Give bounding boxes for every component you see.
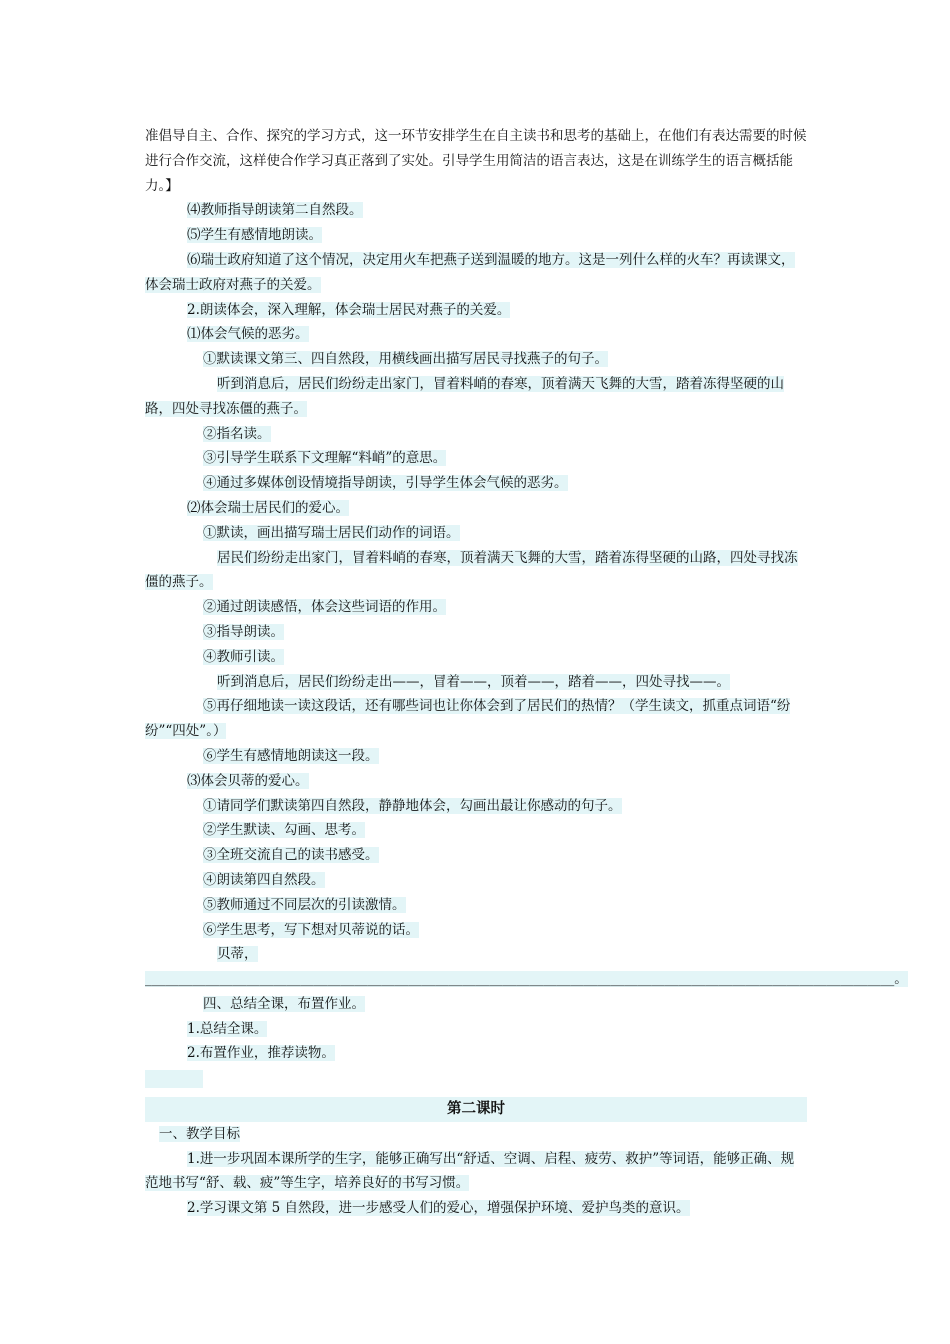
paragraph [145, 372, 807, 422]
paragraph [145, 422, 807, 447]
paragraph-text: 听到消息后，居民们纷纷走出家门，冒着料峭的春寒，顶着满天飞舞的大雪，踏着冻得坚硬的山路，四处寻找冻僵的燕子。 [145, 375, 784, 417]
paragraph-text: 听到消息后，居民们纷纷走出——，冒着——，顶着——，踏着——，四处寻找——。 [217, 673, 730, 690]
paragraph-text: ⑥学生有感情地朗读这一段。 [203, 747, 379, 764]
paragraph [145, 893, 807, 918]
paragraph-text: 2.朗读体会，深入理解，体会瑞士居民对燕子的关爱。 [187, 301, 511, 318]
paragraph [145, 843, 807, 868]
paragraph-text: 一、教学目标 [159, 1125, 240, 1142]
paragraph [145, 670, 807, 695]
paragraph-text: 贝蒂，_______________________________________________________________________________________________________________。 [145, 946, 908, 988]
paragraph-text: ③引导学生联系下文理解“料峭”的意思。 [203, 450, 447, 467]
paragraph-text: ②指名读。 [203, 425, 271, 442]
paragraph [145, 124, 807, 198]
paragraph [145, 645, 807, 670]
paragraph [145, 1041, 807, 1066]
paragraph-text: ①默读，画出描写瑞士居民们动作的词语。 [203, 524, 460, 541]
paragraph [145, 298, 807, 323]
paragraph-text: ④教师引读。 [203, 648, 284, 665]
paragraph-text: ⑴体会气候的恶劣。 [187, 326, 309, 343]
paragraph-text: ②通过朗读感悟，体会这些词语的作用。 [203, 599, 446, 616]
paragraph [145, 694, 807, 744]
paragraph-text: 准倡导自主、合作、探究的学习方式，这一环节安排学生在自主读书和思考的基础上，在他们有表达需要的时候进行合作交流，这样使合作学习真正落到了实处。引导学生用简洁的语言表达，这是在训练学生的语言概括能力。】 [145, 128, 807, 194]
paragraph-text: 2.布置作业，推荐读物。 [187, 1045, 335, 1062]
paragraph [145, 595, 807, 620]
paragraph [145, 918, 807, 943]
paragraph [145, 794, 807, 819]
section-title: 第二课时 [145, 1097, 807, 1122]
paragraph-text: 四、总结全课，布置作业。 [203, 995, 365, 1012]
paragraph [145, 1196, 807, 1221]
paragraph-text: ⑸学生有感情地朗读。 [187, 227, 322, 244]
paragraph [145, 446, 807, 471]
paragraph [145, 620, 807, 645]
paragraph-text: ④通过多媒体创设情境指导朗读，引导学生体会气候的恶劣。 [203, 475, 568, 492]
paragraph [145, 992, 807, 1017]
blank-line [145, 1066, 807, 1091]
paragraph [145, 198, 807, 223]
paragraph-text: ②学生默读、勾画、思考。 [203, 822, 365, 839]
paragraph [145, 769, 807, 794]
document-body [145, 124, 908, 1221]
paragraph-text: ⑵体会瑞士居民们的爱心。 [187, 499, 349, 516]
lesson-one-section [145, 124, 908, 1066]
paragraph [145, 347, 807, 372]
paragraph-text: ③全班交流自己的读书感受。 [203, 847, 379, 864]
paragraph-text: 1.进一步巩固本课所学的生字，能够正确写出“舒适、空调、启程、疲劳、救护”等词语，能够正确、规范地书写“舒、载、疲”等生字，培养良好的书写习惯。 [145, 1150, 795, 1192]
paragraph-text: ⑤再仔细地读一读这段话，还有哪些词也让你体会到了居民们的热情？（学生读文，抓重点词语“纷纷”“四处”。） [145, 698, 791, 740]
paragraph-text: 1.总结全课。 [187, 1020, 268, 1037]
paragraph [145, 322, 807, 347]
paragraph [145, 1122, 807, 1147]
paragraph-text: ③指导朗读。 [203, 623, 284, 640]
paragraph [145, 744, 807, 769]
paragraph-text: ⑹瑞士政府知道了这个情况，决定用火车把燕子送到温暖的地方。这是一列什么样的火车？再读课文，体会瑞士政府对燕子的关爱。 [145, 251, 795, 293]
paragraph [145, 521, 807, 546]
paragraph-text: ⑶体会贝蒂的爱心。 [187, 772, 309, 789]
paragraph [145, 223, 807, 248]
paragraph-text: ⑤教师通过不同层次的引读激情。 [203, 896, 406, 913]
paragraph [145, 471, 807, 496]
paragraph [145, 546, 807, 596]
paragraph-text: 居民们纷纷走出家门，冒着料峭的春寒，顶着满天飞舞的大雪，踏着冻得坚硬的山路，四处寻找冻僵的燕子。 [145, 549, 798, 591]
paragraph-text: ⑥学生思考，写下想对贝蒂说的话。 [203, 921, 419, 938]
paragraph [145, 942, 908, 992]
paragraph [145, 818, 807, 843]
paragraph-text: ①默读课文第三、四自然段，用横线画出描写居民寻找燕子的句子。 [203, 351, 608, 368]
paragraph [145, 1017, 807, 1042]
paragraph-text: ⑷教师指导朗读第二自然段。 [187, 202, 363, 219]
paragraph [145, 496, 807, 521]
paragraph-text: ④朗读第四自然段。 [203, 871, 325, 888]
paragraph-text: ①请同学们默读第四自然段，静静地体会，勾画出最让你感动的句子。 [203, 797, 622, 814]
paragraph [145, 868, 807, 893]
lesson-two-section [145, 1122, 807, 1221]
paragraph-text: 2.学习课文第 5 自然段，进一步感受人们的爱心，增强保护环境、爱护鸟类的意识。 [187, 1200, 690, 1217]
paragraph [145, 1147, 807, 1197]
paragraph [145, 248, 807, 298]
